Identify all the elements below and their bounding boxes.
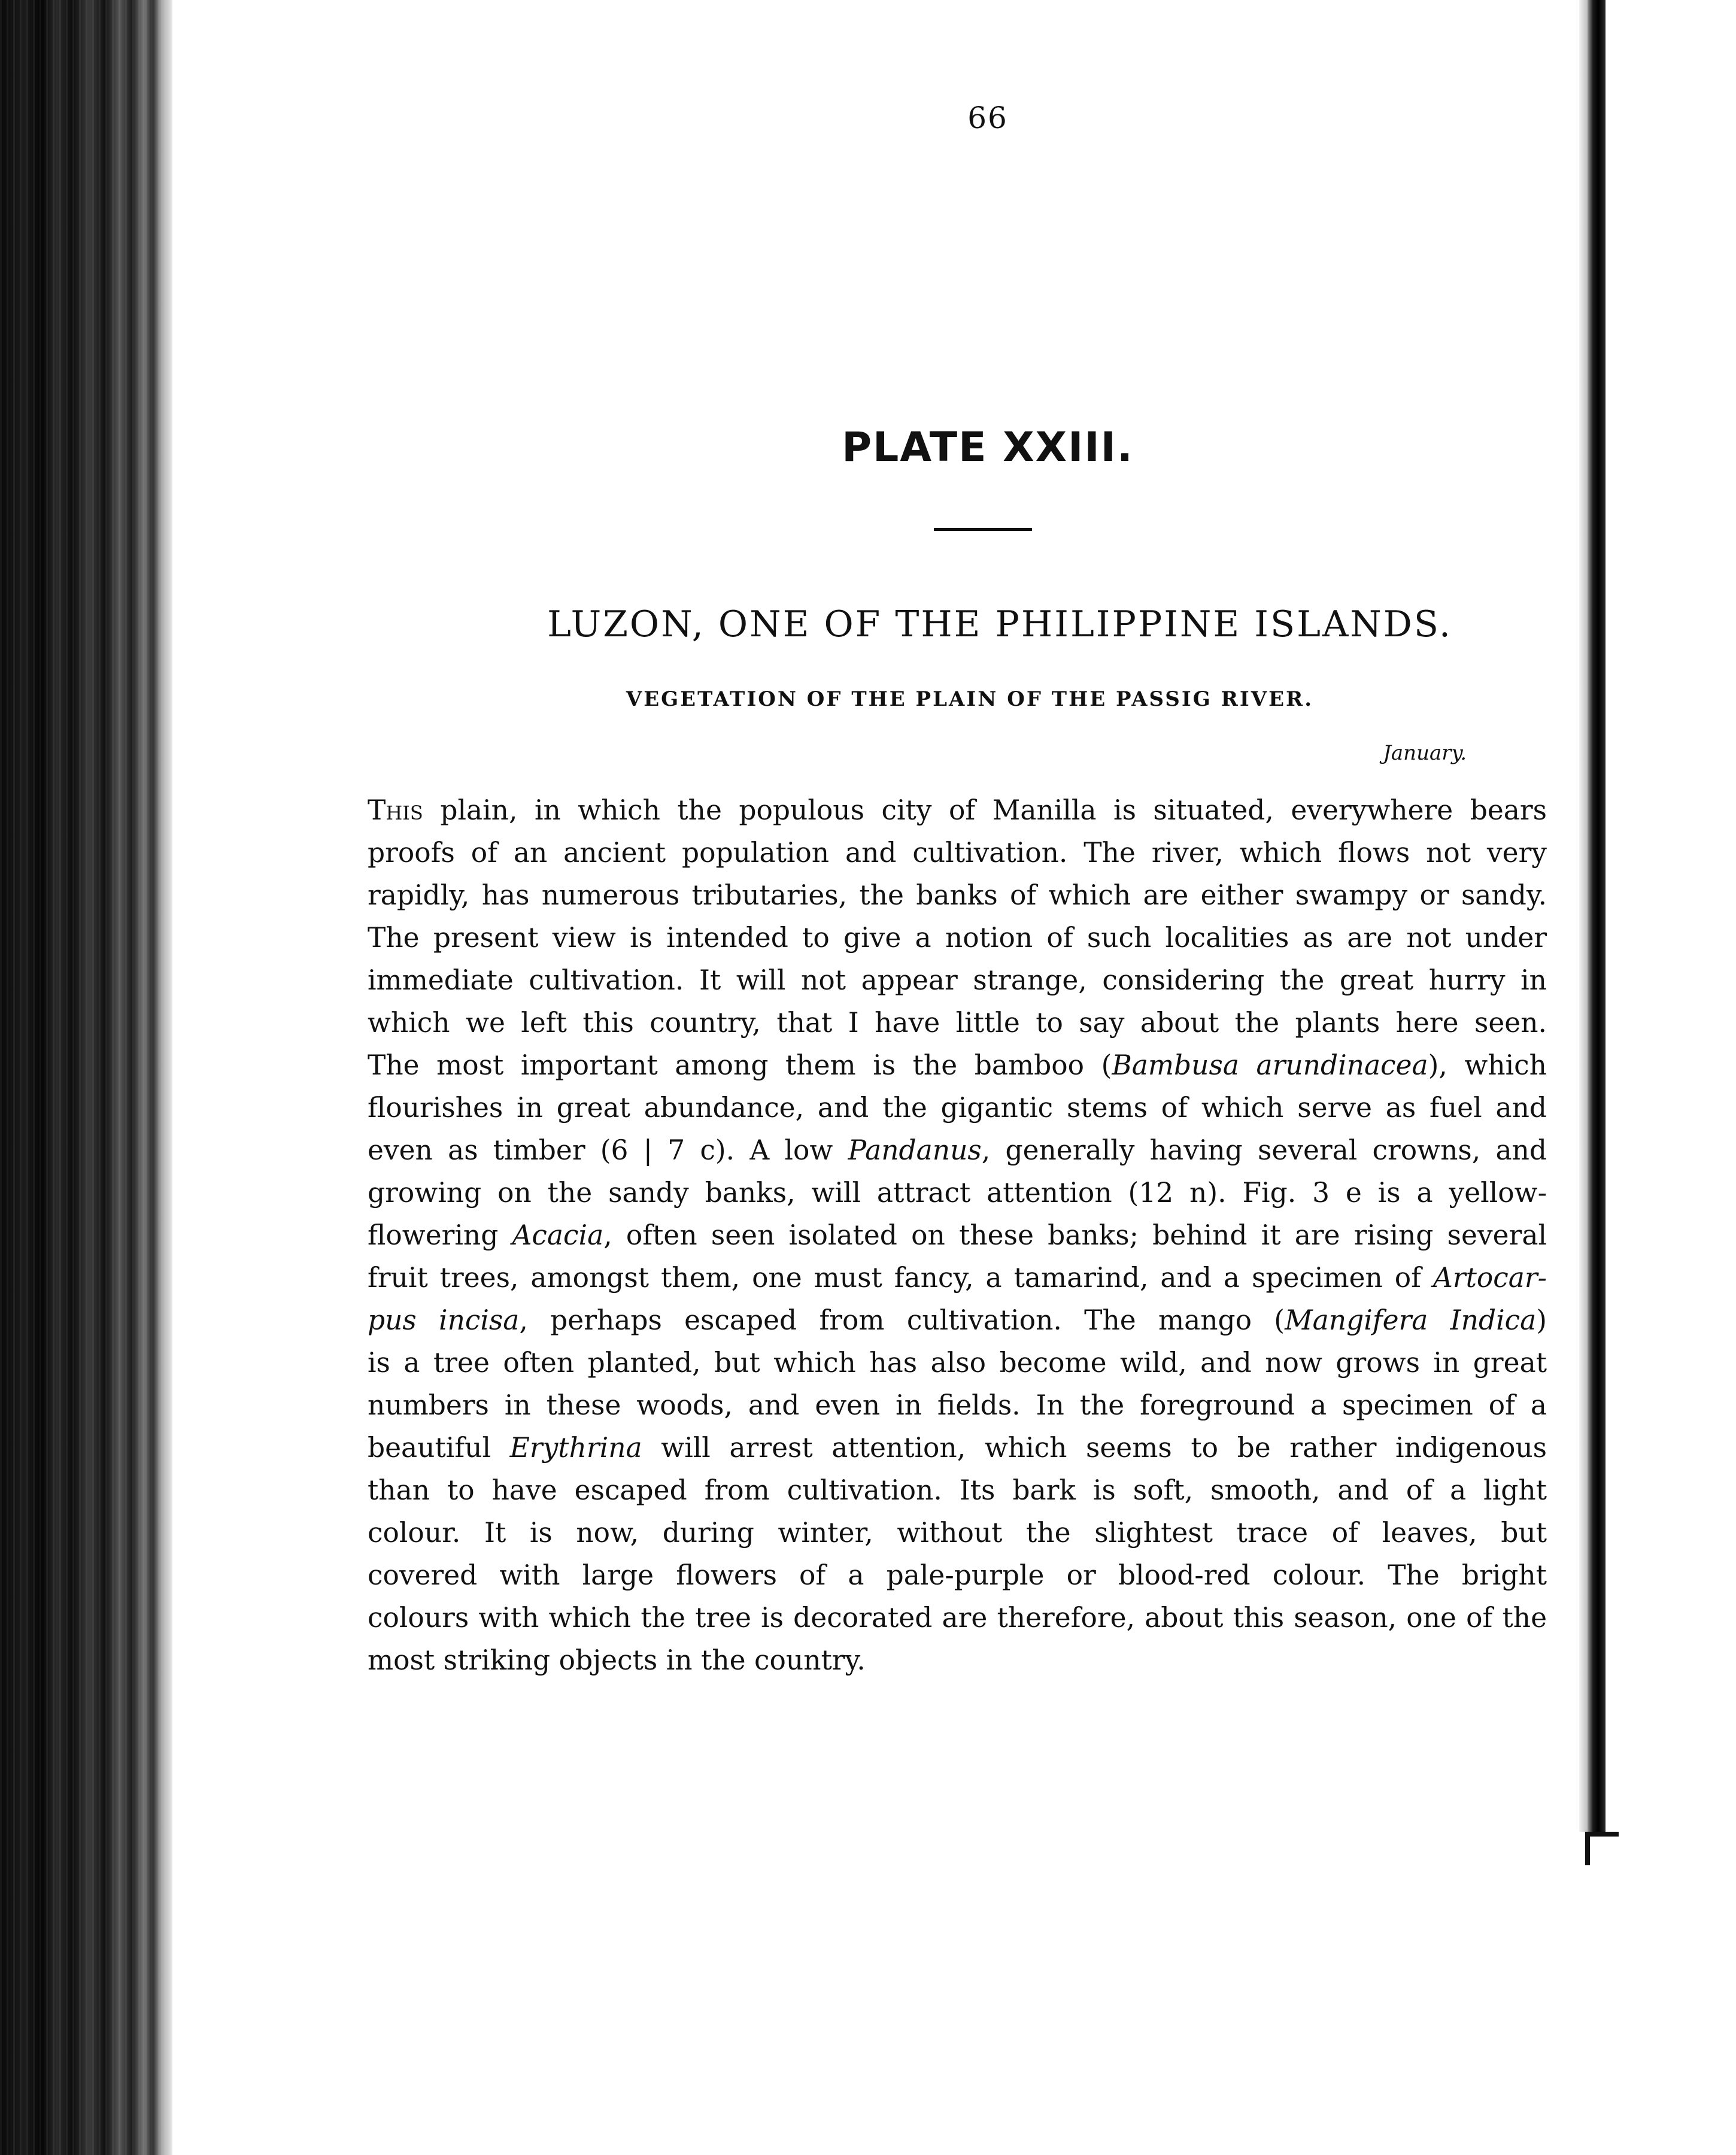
text-segment: The present view is intended to give a notion of such localities as are not under [368, 922, 1547, 954]
text-line [368, 1554, 1547, 1596]
text-segment: colours with which the tree is decorated are therefore, about this season, one of the [368, 1602, 1547, 1634]
text-line [368, 1129, 1547, 1171]
text-line [368, 874, 1547, 916]
text-segment: ), which [1428, 1049, 1547, 1081]
dateline: January. [1383, 741, 1467, 765]
italic-term: Erythrina [509, 1432, 642, 1464]
text-line [368, 1511, 1547, 1554]
title-divider-rule [934, 528, 1032, 531]
text-segment: numbers in these woods, and even in fields. In the foreground a specimen of a [368, 1389, 1547, 1421]
text-line [368, 916, 1547, 959]
book-binding-left-edge [0, 0, 172, 2155]
text-segment: immediate cultivation. It will not appear strange, considering the great hurry in [368, 964, 1547, 996]
text-segment: than to have escaped from cultivation. Its bark is soft, smooth, and of a light [368, 1474, 1547, 1506]
text-segment: , perhaps escaped from cultivation. The mango ( [519, 1304, 1285, 1336]
text-segment: The most important among them is the bamboo ( [368, 1049, 1112, 1081]
italic-term: Artocar- [1432, 1262, 1547, 1294]
italic-term: Bambusa arundinacea [1112, 1049, 1428, 1081]
text-line [368, 1044, 1547, 1086]
text-line [368, 1469, 1547, 1511]
text-segment: growing on the sandy banks, will attract attention (12 n). Fig. 3 e is a yellow- [368, 1177, 1547, 1209]
plate-title: PLATE XXIII. [842, 424, 1134, 471]
italic-term: Pandanus [848, 1134, 982, 1166]
text-segment: ) [1536, 1304, 1547, 1336]
text-line [368, 1341, 1547, 1384]
crop-corner-mark [1585, 1832, 1619, 1865]
book-binding-right-margin [1550, 0, 1736, 2155]
book-binding-right-edge [1588, 0, 1606, 1832]
text-segment: fruit trees, amongst them, one must fancy, a tamarind, and a specimen of [368, 1262, 1433, 1294]
text-segment: flourishes in great abundance, and the gigantic stems of which serve as fuel and [368, 1092, 1547, 1124]
body-paragraph [368, 789, 1547, 1681]
text-segment: covered with large flowers of a pale-purple or blood-red colour. The bright [368, 1559, 1547, 1591]
text-segment: , often seen isolated on these banks; behind it are rising several [603, 1219, 1547, 1251]
text-segment: flowering [368, 1219, 512, 1251]
text-line [368, 831, 1547, 874]
text-segment: rapidly, has numerous tributaries, the banks of which are either swampy or sandy. [368, 879, 1547, 911]
text-line [368, 1639, 1547, 1681]
text-line [368, 1299, 1547, 1341]
sub-heading: VEGETATION OF THE PLAIN OF THE PASSIG RIVER. [626, 687, 1314, 711]
page-number: 66 [967, 101, 1008, 135]
text-line [368, 1384, 1547, 1426]
text-line [368, 1214, 1547, 1256]
italic-term: Mangifera Indica [1285, 1304, 1537, 1336]
text-segment: most striking objects in the country. [368, 1644, 866, 1676]
text-line [368, 1426, 1547, 1469]
text-segment: beautiful [368, 1432, 510, 1464]
italic-term: Acacia [512, 1219, 604, 1251]
text-segment: will arrest attention, which seems to be rather indigenous [642, 1432, 1547, 1464]
text-segment: even as timber (6 | 7 c). A low [368, 1134, 848, 1166]
italic-term: pus incisa [368, 1304, 520, 1336]
text-segment: which we left this country, that I have little to say about the plants here seen. [368, 1007, 1547, 1039]
text-line [368, 959, 1547, 1001]
text-segment: This [368, 794, 423, 826]
text-line [368, 1256, 1547, 1299]
text-line [368, 1001, 1547, 1044]
main-heading: LUZON, ONE OF THE PHILIPPINE ISLANDS. [547, 603, 1452, 645]
text-segment: proofs of an ancient population and cultivation. The river, which flows not very [368, 837, 1547, 869]
text-segment: colour. It is now, during winter, without the slightest trace of leaves, but [368, 1517, 1547, 1549]
text-segment: , generally having several crowns, and [981, 1134, 1547, 1166]
text-line [368, 1171, 1547, 1214]
text-line [368, 1596, 1547, 1639]
text-segment: is a tree often planted, but which has also become wild, and now grows in great [368, 1347, 1547, 1379]
text-line [368, 789, 1547, 831]
text-line [368, 1086, 1547, 1129]
page-edge-shadow [1579, 0, 1588, 1832]
text-segment: plain, in which the populous city of Manilla is situated, everywhere bears [423, 794, 1547, 826]
